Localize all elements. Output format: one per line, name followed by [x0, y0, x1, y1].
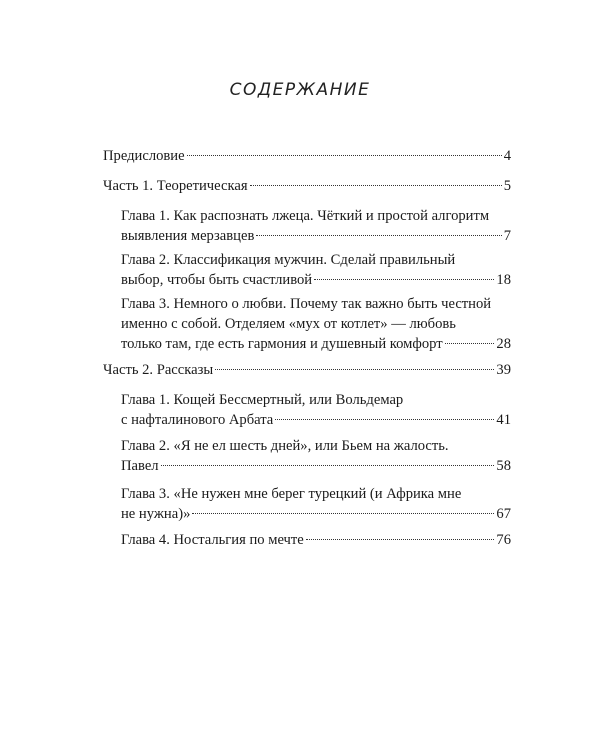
page-number: 5: [503, 178, 511, 194]
dot-leader: [187, 155, 502, 156]
entry-text-line: Павел: [121, 458, 159, 474]
dot-leader: [314, 279, 494, 280]
entry-text-line: именно с собой. Отделяем «мух от котлет» — любовь: [121, 316, 456, 332]
dot-leader: [256, 235, 501, 236]
page-number: 58: [496, 458, 511, 474]
dot-leader: [161, 465, 495, 466]
page-number: 7: [503, 228, 511, 244]
entry-text-line: выбор, чтобы быть счастливой: [121, 272, 313, 288]
dot-leader: [445, 343, 495, 344]
entry-text-line: Глава 3. «Не нужен мне берег турецкий (и Африка мне: [121, 486, 462, 502]
toc-entry-part1-chapter-1[interactable]: [121, 206, 511, 246]
page-number: 4: [503, 148, 511, 164]
page-number: 39: [496, 362, 511, 378]
entry-text-line: Глава 1. Кощей Бессмертный, или Вольдемар: [121, 392, 404, 408]
page-number: 18: [496, 272, 511, 288]
toc-entry-part2-chapter-1[interactable]: [121, 390, 511, 430]
page-number: 28: [496, 336, 511, 352]
dot-leader: [275, 419, 494, 420]
entry-text-line: выявления мерзавцев: [121, 228, 255, 244]
dot-leader: [250, 185, 502, 186]
toc-entry-part-2[interactable]: [103, 360, 511, 380]
dot-leader: [192, 513, 494, 514]
toc-entry-part1-chapter-2[interactable]: [121, 250, 511, 290]
entry-text-line: не нужна)»: [121, 506, 191, 522]
entry-text-line: только там, где есть гармония и душевный комфорт: [121, 336, 443, 352]
entry-text-line: Глава 1. Как распознать лжеца. Чёткий и простой алгоритм: [121, 208, 490, 224]
entry-text-line: Глава 3. Немного о любви. Почему так важно быть честной: [121, 296, 492, 312]
entry-text: Часть 2. Рассказы: [103, 362, 214, 378]
entry-text-line: Глава 2. «Я не ел шесть дней», или Бьем на жалость.: [121, 438, 449, 454]
entry-text: Глава 4. Ностальгия по мечте: [121, 532, 304, 548]
entry-text-line: Глава 2. Классификация мужчин. Сделай правильный: [121, 252, 456, 268]
page-number: 67: [496, 506, 511, 522]
entry-text-line: с нафталинового Арбата: [121, 412, 274, 428]
entry-text: Часть 1. Теоретическая: [103, 178, 248, 194]
entry-text: Предисловие: [103, 148, 185, 164]
page-number: 41: [496, 412, 511, 428]
toc-entry-part1-chapter-3[interactable]: [121, 294, 511, 354]
toc-entry-part-1[interactable]: [103, 176, 511, 196]
toc-entry-part2-chapter-2[interactable]: [121, 436, 511, 476]
toc-entry-part2-chapter-3[interactable]: [121, 484, 511, 524]
dot-leader: [306, 539, 495, 540]
dot-leader: [215, 369, 494, 370]
page-number: 76: [496, 532, 511, 548]
toc-title: СОДЕРЖАНИЕ: [229, 80, 371, 100]
toc-entry-part2-chapter-4[interactable]: [121, 530, 511, 550]
toc-entry-preface[interactable]: [103, 146, 511, 166]
